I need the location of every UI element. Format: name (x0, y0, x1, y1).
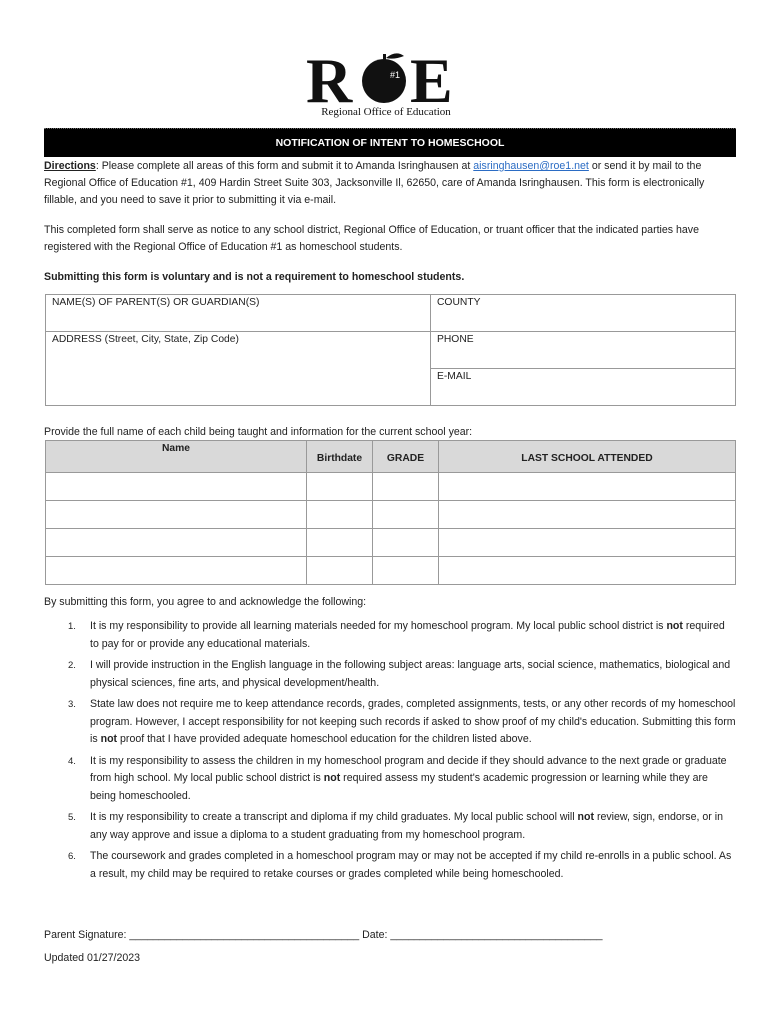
directions-label: Directions (44, 160, 96, 172)
child-birthdate-input[interactable] (307, 501, 373, 529)
agreement-list (44, 618, 736, 887)
parent-signature-input[interactable]: _______________________________________ (129, 929, 360, 941)
child-row (46, 501, 736, 529)
directions-text-1: : Please complete all areas of this form and submit it to Amanda Isringhausen at (95, 160, 474, 172)
child-last-school-input[interactable] (439, 473, 736, 501)
agreement-item: 2. I will provide instruction in the English language in the following subject areas: language arts, social science, mathematics, biological and physical sciences, fine arts, and physical development/health. (68, 659, 731, 689)
child-birthdate-input[interactable] (307, 529, 373, 557)
logo-letter-r: R (306, 48, 353, 106)
email-field[interactable]: E-MAIL (431, 369, 736, 406)
child-birthdate-input[interactable] (307, 557, 373, 585)
child-last-school-input[interactable] (439, 529, 736, 557)
child-birthdate-input[interactable] (307, 473, 373, 501)
child-name-input[interactable] (46, 501, 307, 529)
logo-subtitle: Regional Office of Education (321, 106, 451, 118)
logo-superscript: #1 (390, 70, 401, 80)
updated-date: Updated 01/27/2023 (44, 952, 141, 964)
county-field[interactable]: COUNTY (431, 295, 736, 332)
logo-letter-e: E (410, 48, 453, 106)
agreement-item: 5. It is my responsibility to create a transcript and diploma if my child graduates. My local public school will not review, sign, endorse, or in any way approve and issue a diploma to a student graduating from my homeschool program. (68, 811, 723, 841)
child-grade-input[interactable] (373, 473, 439, 501)
signature-line (44, 927, 603, 944)
directions-text-2: or send it by mail to the Regional Office of Education #1, 409 Hardin Street Suite 303, Jacksonville Il, 62650, care of Amanda Isringhausen. This form is electronically fillable, and you need to save it prior to submitting it via e-mail. (44, 160, 705, 206)
child-row (46, 473, 736, 501)
directions-paragraph (44, 158, 736, 209)
parent-signature-label: Parent Signature: (44, 929, 130, 941)
form-title: NOTIFICATION OF INTENT TO HOMESCHOOL (44, 128, 736, 157)
apple-logo-icon (306, 48, 466, 106)
children-table (45, 440, 736, 585)
contact-email-link[interactable]: aisringhausen@roe1.net (473, 160, 589, 172)
agreement-item: 3. State law does not require me to keep attendance records, grades, completed assignments, tests, or any other records of my homeschool program. However, I accept responsibility for not keeping such records if asked to show proof of my child's education. Submitting this form is not proof that I have provided adequate homeschool education for the children listed above. (68, 698, 736, 745)
address-field[interactable]: ADDRESS (Street, City, State, Zip Code) (46, 332, 431, 406)
child-grade-input[interactable] (373, 557, 439, 585)
child-row (46, 529, 736, 557)
child-last-school-input[interactable] (439, 501, 736, 529)
parent-info-table (45, 294, 736, 406)
notice-paragraph: This completed form shall serve as notice to any school district, Regional Office of Education, or truant officer that the indicated parties have registered with the Regional Office of Education #1 as homeschool students. (44, 224, 699, 253)
header-name: Name (46, 441, 307, 473)
agreement-item: 4. It is my responsibility to assess the children in my homeschool program and decide if they should advance to the next grade or graduate from high school. My local public school district is not required assess my student's academic progression or learning while they are being homeschooled. (68, 754, 727, 802)
roe-logo (306, 48, 466, 122)
child-grade-input[interactable] (373, 501, 439, 529)
child-row (46, 557, 736, 585)
header-grade: GRADE (373, 441, 439, 473)
voluntary-statement: Submitting this form is voluntary and is not a requirement to homeschool students. (44, 271, 465, 283)
child-last-school-input[interactable] (439, 557, 736, 585)
parent-names-field[interactable]: NAME(S) OF PARENT(S) OR GUARDIAN(S) (46, 295, 431, 332)
agreement-intro: By submitting this form, you agree to and acknowledge the following: (44, 596, 367, 608)
header-last-school: LAST SCHOOL ATTENDED (439, 441, 736, 473)
date-label: Date: (359, 929, 391, 941)
phone-field[interactable]: PHONE (431, 332, 736, 369)
child-name-input[interactable] (46, 473, 307, 501)
date-input[interactable]: ____________________________________ (390, 929, 603, 941)
header-birthdate: Birthdate (307, 441, 373, 473)
children-intro: Provide the full name of each child being taught and information for the current school year: (44, 426, 473, 438)
child-grade-input[interactable] (373, 529, 439, 557)
agreement-item: 6. The coursework and grades completed in a homeschool program may or may not be accepted if my child re-enrolls in a public school. As a result, my child may be required to retake courses or grades completed while being homeschooled. (68, 850, 732, 880)
child-name-input[interactable] (46, 529, 307, 557)
agreement-item: 1. It is my responsibility to provide all learning materials needed for my homeschool program. My local public school district is not required to pay for or provide any educational materials. (68, 620, 725, 650)
child-name-input[interactable] (46, 557, 307, 585)
